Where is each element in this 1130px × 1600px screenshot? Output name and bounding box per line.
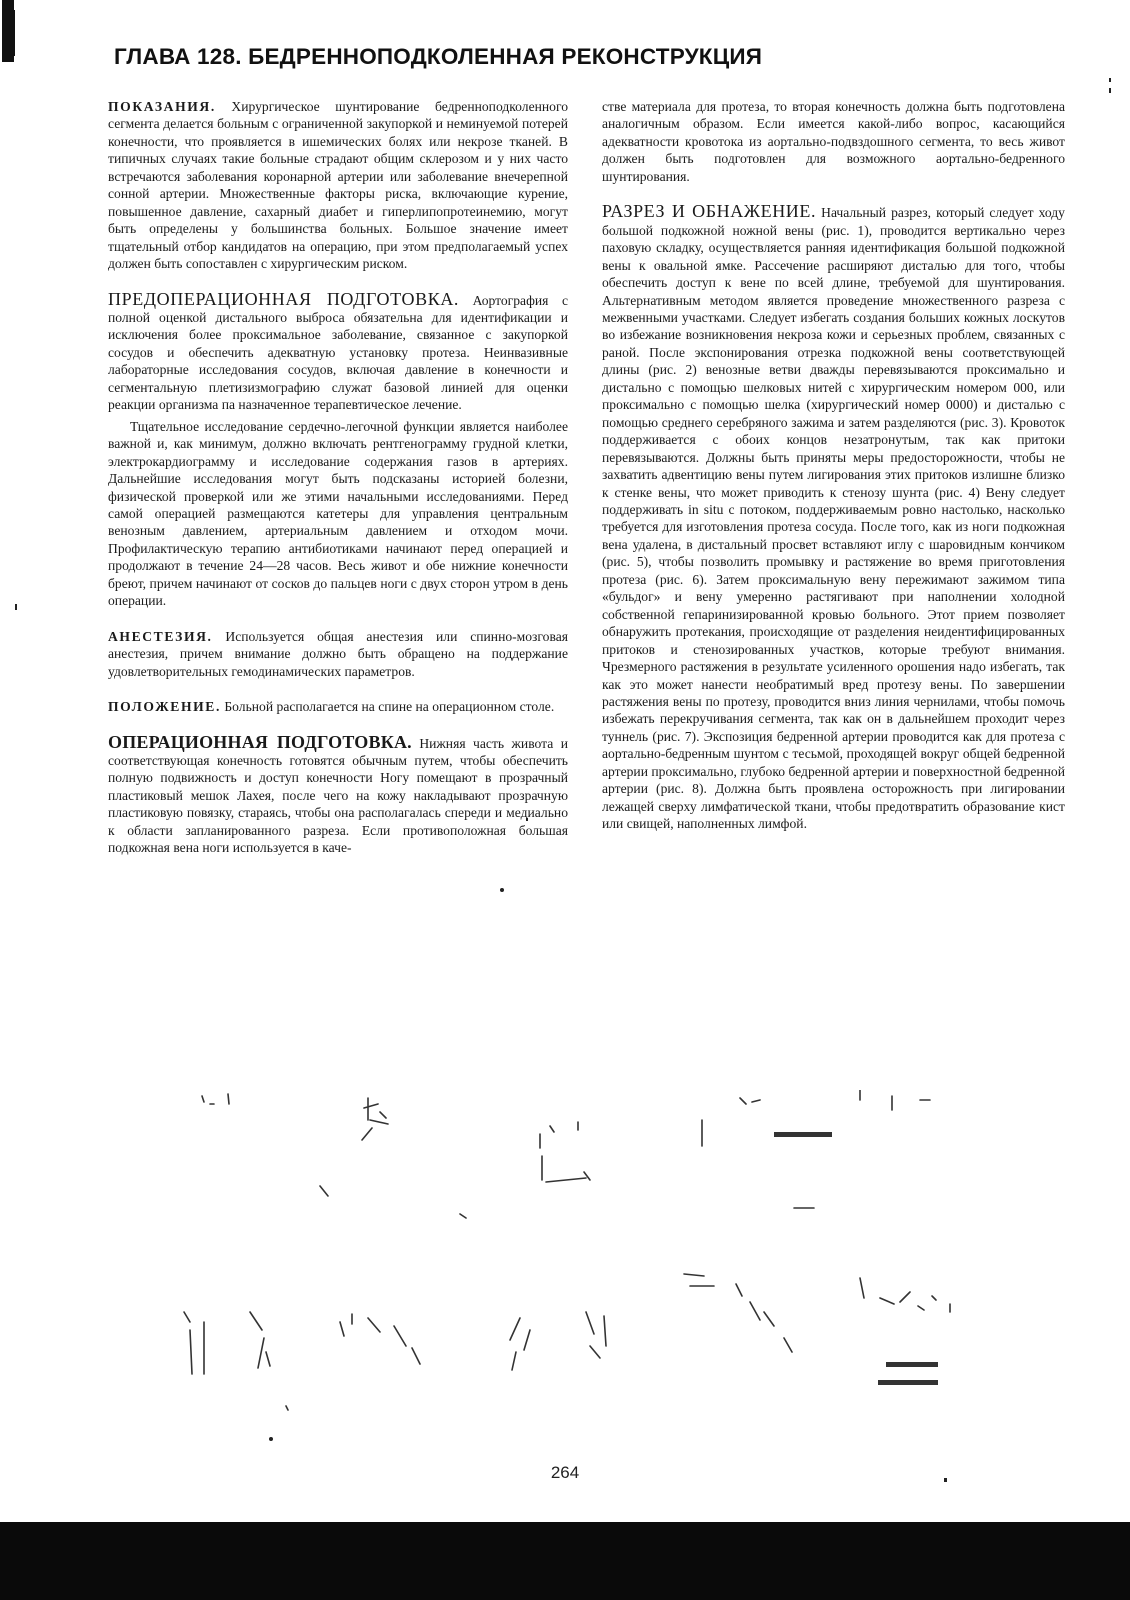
scan-speck	[1109, 78, 1111, 82]
preop-paragraph	[108, 288, 568, 414]
section-indications	[108, 98, 568, 273]
page-number: 264	[550, 1463, 580, 1482]
op-prep-paragraph	[108, 731, 568, 857]
anesthesia-paragraph	[108, 628, 568, 680]
incision-paragraph	[602, 203, 1065, 832]
scan-speck	[15, 604, 17, 610]
preop-heading: ПРЕДОПЕРАЦИОННАЯ ПОДГОТОВКА.	[108, 288, 460, 309]
section-incision	[602, 203, 1065, 832]
faded-label-mark	[878, 1380, 938, 1385]
scan-speck	[500, 888, 504, 892]
faded-label-mark	[774, 1132, 832, 1137]
scan-edge-mark-notch	[12, 10, 15, 56]
op-prep-text: Нижняя часть живота и соответствующая конечность готовятся обычным путем, чтобы обеспечить полную подвижность и доступ конечности Ногу помещают в прозрачный пластиковый мешок Лахея, после чего на кожу накладывают прозрачную пластиковую повязку, стараясь, чтобы она располагалась спереди и медиально к области запланированного разреза. Если противоположная большая подкожная вена ноги используется в каче-	[108, 735, 568, 856]
preop-text: Аортография с полной оценкой дистального выброса обязательна для идентификации и исключения более проксимальное заболевание, связанное с закупоркой сосудов и обеспечить адекватную установку протеза. Неинвазивные лабораторные исследования сосудов, включая давление в конечности и сегментальную плетизизмографию служат базовой линией для оценки реакции организма па назначенное терапевтическое лечение.	[108, 292, 568, 413]
position-heading: ПОЛОЖЕНИЕ.	[108, 699, 221, 715]
indications-paragraph	[108, 98, 568, 273]
anesthesia-text: Используется общая анестезия или спинно-мозговая анестезия, причем внимание должно быть обращено на поддержание удовлетворительных гемодинамических параметров.	[108, 628, 568, 679]
op-prep-heading: ОПЕРАЦИОННАЯ ПОДГОТОВКА.	[108, 731, 412, 752]
incision-text: Начальный разрез, который следует ходу большой подкожной ножной вены (рис. 1), проводится вертикально через паховую складку, осуществляется ранняя идентификация большой подкожной вены к овальной ямке. Рассечение расширяют дисталью для того, чтобы обеспечить доступ к вене по всей длине, требуемой для шунтирования. Альтернативным методом является проведение множественного разреза с межвенными участками. Следует избегать создания больших кожных лоскутов во избежание возникновения некроза кожи и серьезных проблем, связанных с раной. После экспонирования отрезка подкожной вены соответствующей длины (рис. 2) венозные ветви дважды перевязываются проксимально и дистально с помощью шелковых нитей с хирургическим номером 000, или проксимально с помощью шелка (хирургический номер 0000) и дисталью с помощью среднего серебряного зажима и затем разделяются (рис. 3). Кровоток поддерживается с обоих концов незатронутым, так как притоки перевязываются. Должны быть приняты меры предосторожности, чтобы не захватить адвентицию вены путем лигирования этих притоков излишне близко к стенке вены, что может приводить к стенозу шунта (рис. 4) Вену следует поддерживать in situ с потоком, поддерживаемым ровно настолько, насколько требуется для изготовления протеза сосуда. После того, как из ноги подкожная вена удалена, в дистальный просвет вставляют иглу с шаровидным кончиком (рис. 5), чтобы позволить промывку и растяжение во время приготовления протеза (рис. 6). Затем проксимальную вену пережимают зажимом типа «бульдог» и вену умеренно растягивают при наполнении холодной собственной гепаринизированной кровью больного. Этот прием позволяет обнаружить протекания, происходящие от разделения неидентифицированных притоков и стенозированных участков, которые требуют внимания. Чрезмерного растяжения в результате усиленного орошения надо избегать, так как это может нанести необратимый вред протезу вены. По завершении растяжения вены по протезу, проводится вниз линия чернилами, чтобы помочь избежать перекручивания сегмента, так как он в дальнейшем проходит через туннель (рис. 7). Экспозиция бедренной артерии проводится как для протеза с аортально-бедренным шунтом с тесьмой, проходящей вокруг общей бедренной артерии проксимально, глубоко бедренной артерии и поверхностной бедренной артерии (рис. 8). Должна быть проявлена осторожность при лигировании лежащей сверху лимфатической ткани, чтобы предотвратить образование кист или свищей, наполненных лимфой.	[602, 205, 1065, 832]
anesthesia-heading: АНЕСТЕЗИЯ.	[108, 628, 213, 644]
incision-heading: РАЗРЕЗ И ОБНАЖЕНИЕ.	[602, 201, 817, 222]
right-column	[602, 98, 1065, 851]
left-column	[108, 98, 568, 875]
indications-text: Хирургическое шунтирование бедренноподколенного сегмента делается больным с ограниченной закупоркой и неминуемой потерей конечности, что проявляется в ишемических болях или некрозе тканей. В типичных случаях такие больные страдают общим склерозом и у них часто встречаются заболевания коронарной артерии или заболевание внечерепной сонной артерии. Множественные факторы риска, включающие курение, повышенное давление, сахарный диабет и гиперлипопротеинемию, могут быть определены у большинства больных. Большое значение имеет тщательный отбор кандидатов на операцию, при этом предполагаемый успех должен быть сопоставлен с хирургическим риском.	[108, 99, 568, 272]
section-anesthesia	[108, 628, 568, 680]
scan-bottom-band	[0, 1522, 1130, 1600]
preop-paragraph-2: Тщательное исследование сердечно-легочной функции является наиболее важной и, как минимум, должно включать рентгенограмму грудной клетки, электрокардиограмму и исследование содержания газов в артериях. Дальнейшие исследования могут быть подсказаны историей болезни, физической проверкой или же этими начальными исследованиями. Перед самой операцией размещаются катетеры для управления центральным венозным давлением, артериальным давлением и отходом мочи. Профилактическую терапию антибиотиками начинают перед операцией и продолжают в течение 24—28 часов. Весь живот и обе нижние конечности бреют, причем начинают от сосков до пальцев ноги с двух сторон утром в день операции.	[108, 418, 568, 609]
chapter-title: ГЛАВА 128. БЕДРЕННОПОДКОЛЕННАЯ РЕКОНСТРУКЦИЯ	[114, 44, 763, 69]
section-preop	[108, 288, 568, 610]
indications-heading: ПОКАЗАНИЯ.	[108, 99, 216, 114]
position-paragraph	[108, 698, 568, 715]
faded-label-mark	[886, 1362, 938, 1367]
position-text: Больной располагается на спине на операционном столе.	[224, 699, 555, 715]
section-op-prep	[108, 731, 568, 857]
continuation-paragraph: стве материала для протеза, то вторая конечность должна быть подготовлена аналогичным образом. Если имеется какой-либо вопрос, касающийся адекватности кровотока из аортально-подвздошного сегмента, то весь живот должен быть подготовлен для возможного аортально-бедренного шунтирования.	[602, 99, 1065, 184]
section-continuation	[602, 98, 1065, 185]
scan-speck	[1109, 88, 1111, 93]
faded-illustration-area	[180, 1090, 1040, 1420]
scan-speck	[269, 1437, 273, 1441]
faded-surgical-sketches	[180, 1090, 1040, 1420]
section-position	[108, 698, 568, 715]
